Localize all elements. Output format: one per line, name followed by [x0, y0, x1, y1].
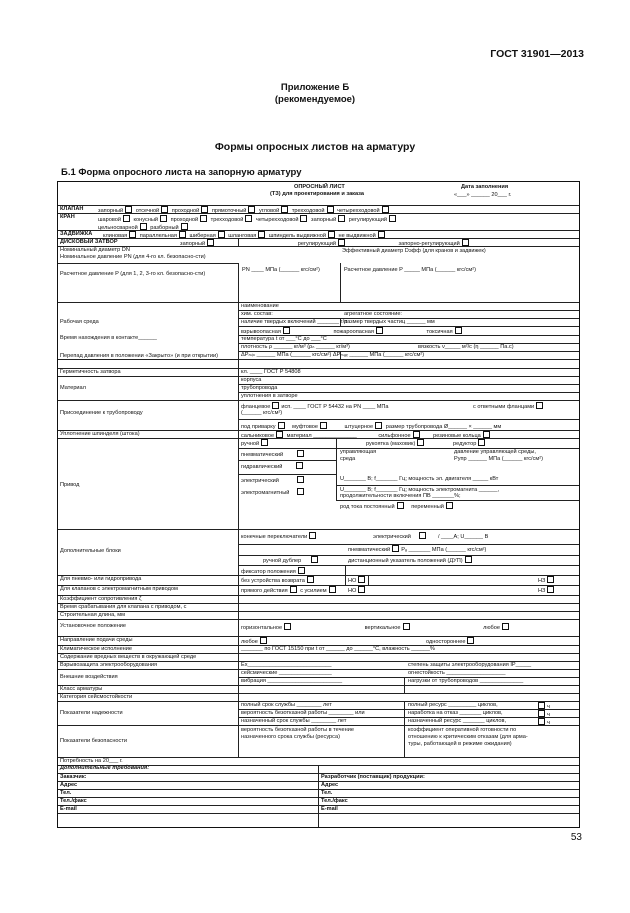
gost-header: ГОСТ 31901—2013	[490, 48, 584, 60]
ext-fire[interactable]: огнестойкость ___________________	[408, 670, 506, 676]
checkbox[interactable]	[358, 586, 365, 593]
customer-email[interactable]: E-mail	[60, 806, 77, 812]
checkbox[interactable]	[260, 637, 267, 644]
medium-viscosity[interactable]: вязкость ν_____ м²/с (η ______ Па.с)	[418, 344, 514, 350]
checkbox[interactable]	[382, 206, 389, 213]
clim-value[interactable]: _______ по ГОСТ 15150 при t от ______ до ______°С, влажность ______%	[241, 646, 435, 652]
zadv-options: клиновая параллельная шиберная шланговая шпиндель выдвижной не выдвижной	[103, 231, 387, 240]
checkbox[interactable]	[338, 215, 345, 222]
checkbox[interactable]	[300, 215, 307, 222]
checkbox[interactable]	[465, 556, 472, 563]
act-direct: прямого действия с усилием	[241, 586, 338, 595]
form-title: ОПРОСНЫЙ ЛИСТ	[294, 184, 345, 190]
checkbox[interactable]	[446, 502, 453, 509]
rel-h3: ч	[536, 718, 550, 727]
drive-manual: ручной	[241, 439, 270, 448]
appendix-label: Приложение Б	[280, 82, 350, 93]
rel-5[interactable]: наработка на отказ _______ циклов,	[408, 710, 503, 716]
ext-vibr[interactable]: вибрация ________________________	[241, 678, 343, 684]
kran-options-2: цельносварной разборный	[98, 223, 190, 232]
checkbox[interactable]	[413, 431, 420, 438]
developer-phone[interactable]: Тел.	[321, 790, 333, 796]
flow-label: Направление подачи среды	[60, 637, 133, 643]
blocks-pos: дистанционный указатель положений (ДУП)	[348, 556, 474, 565]
medium-temp[interactable]: температура t от ___°С до ___°С	[241, 336, 327, 342]
rel-h2: ч	[536, 710, 550, 719]
seiscat-label: Категория сейсмостойкости	[60, 694, 133, 700]
explo-ip[interactable]: степень защиты электрооборудования IP_____	[408, 662, 532, 668]
conn-types: под приварку муфтовое штуцерное размер трубопровода Ø______ × ______ мм	[241, 424, 502, 430]
drive-ctrl-1: управляющая	[340, 449, 377, 455]
stem-options: сальниковое материал ______________ сильфонное резиновые кольца	[241, 431, 492, 440]
flow-any: любое	[241, 637, 269, 646]
act-no-1: НО	[348, 576, 367, 585]
install-options: горизонтальное вертикальное любое	[241, 623, 511, 632]
date-value[interactable]: «___» ______ 20___ г.	[454, 192, 512, 198]
drive-pneum: пневматический	[241, 450, 306, 459]
page-number: 53	[570, 832, 582, 843]
drive-label: Привод	[60, 482, 80, 488]
checkbox[interactable]	[181, 223, 188, 230]
appendix-sub: (рекомендуемое)	[274, 94, 356, 105]
safety-k2: отношению к критическим отказам (для арма-	[408, 734, 528, 740]
explo-ex[interactable]: Ex___________________________	[241, 662, 332, 668]
checkbox[interactable]	[297, 476, 304, 483]
install-label: Установочное положение	[60, 623, 127, 629]
checkbox[interactable]	[538, 710, 545, 717]
developer-address[interactable]: Адрес	[321, 782, 339, 788]
questionnaire-form	[57, 181, 580, 828]
customer-address[interactable]: Адрес	[60, 782, 78, 788]
checkbox[interactable]	[258, 231, 265, 238]
drive-em-current: род тока постоянный переменный	[340, 502, 455, 511]
kran-options: шаровой конусный проходной трехходовой четырехходовой запорный регулирующий	[98, 215, 398, 224]
checkbox[interactable]	[502, 623, 509, 630]
checkbox[interactable]	[389, 215, 396, 222]
need-label[interactable]: Потребность на 20___ г.	[60, 758, 123, 764]
disk-label: ДИСКОВЫЙ ЗАТВОР	[60, 239, 118, 245]
act-pn-label: Для пневмо- или гидропривода	[60, 576, 142, 582]
checkbox[interactable]	[296, 462, 303, 469]
checkbox[interactable]	[298, 567, 305, 574]
drive-ctrl-2: среда	[340, 456, 356, 462]
checkbox[interactable]	[467, 637, 474, 644]
checkbox[interactable]	[392, 545, 399, 552]
drive-em-duty[interactable]: продолжительности включения ПВ _______%;	[340, 493, 461, 499]
mat-pipe[interactable]: трубопровода	[241, 385, 278, 391]
rel-h1: ч	[536, 702, 550, 711]
checkbox[interactable]	[245, 215, 252, 222]
checkbox[interactable]	[200, 215, 207, 222]
medium-label: Рабочая среда	[60, 319, 99, 325]
medium-agg[interactable]: агрегатное состояние:	[344, 311, 402, 317]
medium-name[interactable]: наименование	[241, 303, 279, 309]
checkbox[interactable]	[281, 206, 288, 213]
dn-label: Номинальный диаметр DN	[60, 247, 130, 253]
conn-label: Присоединение к трубопроводу	[60, 410, 143, 416]
act-nz-2: НЗ	[538, 586, 556, 595]
safety-label: Показатели безопасности	[60, 738, 128, 744]
ext-load[interactable]: нагрузки от трубопроводов ______________	[408, 678, 524, 684]
drive-hydr: гидравлический	[241, 462, 305, 471]
mat-seal[interactable]: уплотнения в затворе	[241, 393, 298, 399]
drive-el: электрический	[241, 476, 306, 485]
medium-chem[interactable]: хим. состав:	[241, 311, 273, 317]
checkbox[interactable]	[276, 431, 283, 438]
klapan-options: запорный отсечной проходной прямоточный угловой трехходовой четырехходовой	[98, 206, 391, 215]
checkbox[interactable]	[538, 718, 545, 725]
checkbox[interactable]	[218, 231, 225, 238]
checkbox[interactable]	[375, 422, 382, 429]
ext-seis[interactable]: сейсмические _________________	[241, 670, 332, 676]
checkbox[interactable]	[309, 532, 316, 539]
checkbox[interactable]	[284, 623, 291, 630]
safety-2: назначенного срока службы (ресурса)	[241, 734, 340, 740]
checkbox[interactable]	[290, 586, 297, 593]
checkbox[interactable]	[272, 402, 279, 409]
class-label: Класс арматуры	[60, 686, 103, 692]
conn-flange: фланцевое исп. ____ ГОСТ Р 54432 на PN ____ МПа	[241, 404, 389, 410]
checkbox[interactable]	[478, 439, 485, 446]
checkbox[interactable]	[201, 206, 208, 213]
blocks-backup: ручной дублер	[263, 556, 320, 565]
checkbox[interactable]	[129, 231, 136, 238]
form-subtitle: (ТЗ) для проектирования и заказа	[270, 191, 364, 197]
stem-label: Уплотнение шпинделя (штока)	[60, 431, 140, 437]
act-noreturn: без устройства возврата	[241, 576, 316, 585]
checkbox[interactable]	[483, 431, 490, 438]
section-title: Б.1 Форма опросного листа на запорную арматуру	[61, 167, 302, 178]
checkbox[interactable]	[283, 327, 290, 334]
pn-label: Номинальное давление PN (для 4-го кл. безопасно-сти)	[60, 254, 206, 260]
blocks-label: Дополнительные блоки	[60, 548, 121, 554]
developer-email[interactable]: E-mail	[321, 806, 338, 812]
checkbox[interactable]	[547, 576, 554, 583]
flow-oneway: одностороннее	[426, 637, 476, 646]
blocks-limit: конечные переключатели	[241, 532, 318, 541]
extra-label[interactable]: Дополнительные требования:	[60, 765, 150, 771]
checkbox[interactable]	[455, 327, 462, 334]
checkbox[interactable]	[297, 488, 304, 495]
checkbox[interactable]	[125, 206, 132, 213]
checkbox[interactable]	[307, 576, 314, 583]
safety-1: вероятность безотказной работы в течение	[241, 727, 354, 733]
checkbox[interactable]	[140, 223, 147, 230]
medium-solids[interactable]: наличие твердых включений _______ г/л	[241, 319, 348, 325]
customer-label: Заказчик:	[60, 774, 87, 780]
contact-time[interactable]: Время нахождения в контакте______	[60, 335, 157, 341]
disk-options: запорный регулирующий запорно-регулирующий	[180, 239, 471, 248]
checkbox[interactable]	[538, 702, 545, 709]
rel-6[interactable]: назначенный ресурс _______ циклов,	[408, 718, 507, 724]
checkbox[interactable]	[419, 532, 426, 539]
checkbox[interactable]	[462, 239, 469, 246]
pn-value[interactable]: PN ____ МПа (______ кгс/см²)	[242, 267, 320, 273]
harm-label: Содержание вредных веществ в окружающей среде	[60, 654, 197, 660]
act-em-label: Для клапанов с электромагнитным приводом	[60, 586, 178, 592]
appendix-title	[0, 82, 630, 106]
developer-fax[interactable]: Тел./факс	[321, 798, 348, 804]
checkbox[interactable]	[160, 215, 167, 222]
rel-2[interactable]: вероятность безотказной работы ________ или	[241, 710, 365, 716]
act-nz-1: НЗ	[538, 576, 556, 585]
drive-em-params[interactable]: U_______ В; f_______ Гц; мощность электромагнита ______,	[340, 487, 500, 493]
time-label: Время срабатывания для клапана с приводом, с	[60, 604, 187, 610]
kv-label: Коэффициент сопротивления ζ	[60, 596, 142, 602]
checkbox[interactable]	[358, 576, 365, 583]
conn-pressure[interactable]: (______ кгс/см²)	[241, 410, 283, 416]
conn-mating: с ответными фланцами	[473, 402, 545, 411]
blocks-lock: фиксатор положения	[241, 567, 307, 576]
mat-label: Материал	[60, 385, 86, 391]
medium-hazard: взрывоопасная пожароопасная токсичная	[241, 327, 464, 336]
checkbox[interactable]	[297, 450, 304, 457]
tight-value[interactable]: кл. ____ ГОСТ Р 54808	[241, 369, 301, 375]
drive-handle: рукоятка (маховик)	[366, 439, 426, 448]
blocks-el: электрический / ____А; U______ В	[373, 534, 489, 540]
drive-em: электромагнитный	[241, 488, 306, 497]
ext-label: Внешние воздействия	[60, 674, 118, 680]
forms-title: Формы опросных листов на арматуру	[214, 141, 416, 153]
checkbox[interactable]	[179, 231, 186, 238]
tight-label: Герметичность затвора	[60, 369, 121, 375]
checkbox[interactable]	[403, 623, 410, 630]
checkbox[interactable]	[397, 502, 404, 509]
developer-label: Разработчик (поставщик) продукции:	[321, 774, 425, 780]
dp-value[interactable]: ΔPₘᵢₙ ______ МПа (______ кгс/см²) ΔPₘₐₓ ______ МПа (______ кгс/см²)	[241, 352, 425, 358]
drive-ctrl-p1: давление управляющей среды,	[454, 449, 536, 455]
pcalc-label: Расчетное давление P (для 1, 2, 3-го кл. безопасно-сти)	[60, 271, 206, 277]
checkbox[interactable]	[261, 439, 268, 446]
checkbox[interactable]	[320, 422, 327, 429]
dp-label: Перепад давления в положении «Закрыто» (и при открытии)	[60, 353, 218, 359]
checkbox[interactable]	[329, 586, 336, 593]
checkbox[interactable]	[311, 556, 318, 563]
checkbox[interactable]	[328, 231, 335, 238]
safety-k1: коэффициент оперативной готовности по	[408, 727, 517, 733]
checkbox[interactable]	[378, 231, 385, 238]
drive-el-params[interactable]: U_______ В; f_______ Гц; мощность эл. двигателя _____ кВт	[340, 476, 499, 482]
rel-3[interactable]: назначенный срок службы ________ лет	[241, 718, 347, 724]
checkbox[interactable]	[207, 239, 214, 246]
klapan-label: КЛАПАН	[60, 206, 84, 212]
medium-density[interactable]: плотность ρ ______ кг/м³ (ρₙ ______ кг/м³)	[241, 344, 350, 350]
rel-4[interactable]: полный ресурс _________ циклов,	[408, 702, 498, 708]
checkbox[interactable]	[547, 586, 554, 593]
checkbox[interactable]	[376, 327, 383, 334]
customer-phone[interactable]: Тел.	[60, 790, 72, 796]
length-label: Строительная длина, мм	[60, 612, 125, 618]
checkbox[interactable]	[536, 402, 543, 409]
checkbox[interactable]	[338, 239, 345, 246]
mat-body[interactable]: корпуса	[241, 377, 262, 383]
blocks-pn: пневматический Pₐ _______ МПа (______ кгс/см²)	[348, 547, 487, 553]
explo-label: Взрывозащита электрооборудования	[60, 662, 158, 668]
medium-particle[interactable]: размер твердых частиц ______ мм	[344, 319, 435, 325]
drive-ctrl-p2[interactable]: Pупр ______ МПа (______ кгс/см²)	[454, 456, 543, 462]
kran-label: КРАН	[60, 214, 75, 220]
eff-label: Эффективный диаметр Dэфф (для кранов и задвижек)	[342, 248, 486, 254]
checkbox[interactable]	[123, 215, 130, 222]
checkbox[interactable]	[417, 439, 424, 446]
checkbox[interactable]	[327, 206, 334, 213]
act-no-2: НО	[348, 586, 367, 595]
drive-gear: редуктор	[453, 439, 487, 448]
rel-1[interactable]: полный срок службы ________ лет	[241, 702, 332, 708]
clim-label: Климатическое исполнение	[60, 646, 133, 652]
safety-k3: туры, работающей в режиме ожидания)	[408, 741, 512, 747]
rel-label: Показатели надежности	[60, 710, 123, 716]
date-label: Дата заполнения	[461, 184, 509, 190]
pcalc-value[interactable]: Расчетное давление P _____ МПа (______ кгс/см²)	[344, 267, 476, 273]
checkbox[interactable]	[248, 206, 255, 213]
zadv-label: ЗАДВИЖКА	[60, 231, 93, 237]
checkbox[interactable]	[161, 206, 168, 213]
checkbox[interactable]	[278, 422, 285, 429]
customer-fax[interactable]: Тел./факс	[60, 798, 87, 804]
